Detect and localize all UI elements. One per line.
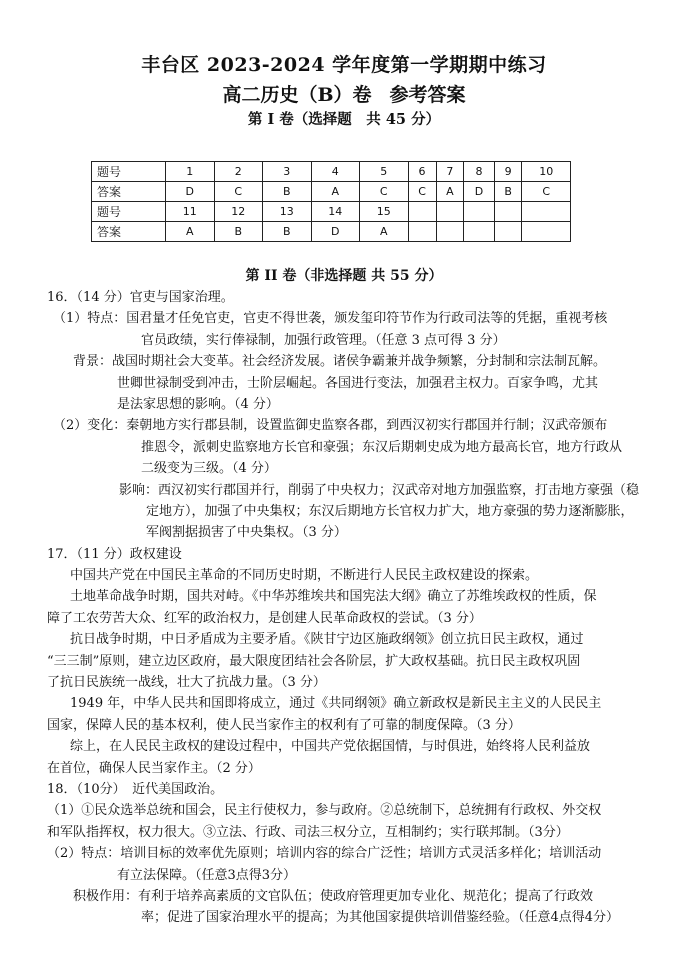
answer-cell: D [311, 222, 360, 242]
answer-cell: A [436, 182, 464, 202]
question-number: 8 [464, 162, 495, 182]
answer-cell: C [214, 182, 263, 202]
exam-title: 丰台区 2023-2024 学年度第一学期期中练习 [141, 54, 547, 76]
question-number: 10 [522, 162, 571, 182]
question-number: 13 [263, 202, 312, 222]
text-line: 有立法保障。（任意3点得3分） [117, 867, 297, 883]
question-number [436, 202, 464, 222]
text-line: 了抗日民族统一战线，壮大了抗战力量。（3 分） [47, 675, 326, 691]
section-2-heading: 第 II 卷（非选择题 共 55 分） [245, 268, 443, 284]
answer-cell [436, 222, 464, 242]
exam-subtitle [0, 80, 688, 107]
question-number: 6 [408, 162, 436, 182]
text-line: 和军队指挥权，权力很大。③立法、行政、司法三权分立，互相制约；实行联邦制。（3分） [47, 824, 569, 840]
text-line: 率；促进了国家治理水平的提高；为其他国家提供培训借鉴经验。（任意4点得4分） [141, 910, 620, 926]
answer-cell: B [263, 222, 312, 242]
text-line: 定地方），加强了中央集权；东汉后期地方长官权力扩大，地方豪强的势力逐渐膨胀， [146, 503, 634, 519]
answer-cell: A [311, 182, 360, 202]
question-number: 14 [311, 202, 360, 222]
answer-cell: D [464, 182, 495, 202]
table-row [92, 182, 571, 202]
question-number: 12 [214, 202, 263, 222]
text-line: “三三制”原则，建立边区政府，最大限度团结社会各阶层，扩大政权基础。抗日民主政权巩固 [47, 653, 581, 669]
answer-cell: A [166, 222, 215, 242]
question-17-heading: 17．（11 分）政权建设 [47, 546, 182, 562]
row-label: 题号 [92, 162, 166, 182]
text-line: 中国共产党在中国民主革命的不同历史时期，不断进行人民民主政权建设的探索。 [70, 568, 539, 584]
text-line: 积极作用：有利于培养高素质的文官队伍；使政府管理更加专业化、规范化；提高了行政效 [73, 888, 594, 904]
table-row [92, 162, 571, 182]
text-line: 推恩令，派刺史监察地方长官和豪强；东汉后期刺史成为地方最高长官，地方行政从 [141, 439, 623, 455]
subtitle-answers: 参考答案 [389, 84, 466, 106]
subtitle-paper: 高二历史（B）卷 [222, 84, 372, 106]
text-line: 1949 年，中华人民共和国即将成立，通过《共同纲领》确立新政权是新民主主义的人民民主 [70, 696, 602, 712]
text-line: 官员政绩，实行俸禄制，加强行政管理。（任意 3 点可得 3 分） [141, 332, 506, 348]
answer-cell: C [360, 182, 409, 202]
text-line: 背景：战国时期社会大变革。社会经济发展。诸侯争霸兼并战争频繁，分封制和宗法制瓦解。 [73, 354, 607, 370]
row-label: 题号 [92, 202, 166, 222]
answer-table [91, 161, 571, 242]
text-line: 是法家思想的影响。（4 分） [117, 396, 279, 412]
question-number [522, 202, 571, 222]
question-number: 4 [311, 162, 360, 182]
answer-cell [408, 222, 436, 242]
answer-cell [522, 222, 571, 242]
text-line: 二级变为三级。（4 分） [141, 461, 277, 477]
answer-cell: C [522, 182, 571, 202]
question-number: 3 [263, 162, 312, 182]
question-number [408, 202, 436, 222]
text-line: 障了工农劳苦大众、红军的政治权力，是创建人民革命政权的尝试。（3 分） [47, 610, 482, 626]
text-line: 军阀割据损害了中央集权。（3 分） [146, 525, 347, 541]
text-line: （1）①民众选举总统和国会，民主行使权力，参与政府。②总统制下，总统拥有行政权、外交权 [47, 803, 602, 819]
text-line: 土地革命战争时期，国共对峙。《中华苏维埃共和国宪法大纲》确立了苏维埃政权的性质，保 [70, 589, 597, 605]
text-line: （2）变化：秦朝地方实行郡县制，设置监御史监察各郡，到西汉初实行郡国并行制；汉武帝颁布 [53, 418, 608, 434]
text-line: 综上，在人民民主政权的建设过程中，中国共产党依据国情，与时俱进，始终将人民利益放 [70, 739, 591, 755]
text-line: 在首位，确保人民当家作主。（2 分） [47, 760, 261, 776]
section-1-heading: 第 I 卷（选择题 共 45 分） [247, 111, 441, 128]
text-line: 世卿世禄制受到冲击，士阶层崛起。各国进行变法，加强君主权力。百家争鸣，尤其 [117, 375, 599, 391]
question-number: 2 [214, 162, 263, 182]
question-16-heading: 16．（14 分）官吏与国家治理。 [47, 290, 234, 305]
answer-cell: B [214, 222, 263, 242]
answer-cell: A [360, 222, 409, 242]
answer-cell: B [263, 182, 312, 202]
text-line: （1）特点：国君量才任免官吏，官吏不得世袭，颁发玺印符节作为行政司法等的凭据，重视考核 [53, 311, 608, 327]
answer-cell: B [494, 182, 522, 202]
question-number [464, 202, 495, 222]
table-row [92, 222, 571, 242]
question-number: 9 [494, 162, 522, 182]
answer-cell: D [166, 182, 215, 202]
text-line: （2）特点：培训目标的效率优先原则；培训内容的综合广泛性；培训方式灵活多样化；培训活动 [47, 846, 602, 862]
text-line: 国家，保障人民的基本权利，使人民当家作主的权利有了可靠的制度保障。（3 分） [47, 717, 521, 733]
row-label: 答案 [92, 182, 166, 202]
question-number: 15 [360, 202, 409, 222]
table-row [92, 202, 571, 222]
question-number: 7 [436, 162, 464, 182]
text-line: 影响：西汉初实行郡国并行，削弱了中央权力；汉武帝对地方加强监察，打击地方豪强（稳 [119, 482, 640, 498]
answer-cell: C [408, 182, 436, 202]
question-number: 1 [166, 162, 215, 182]
text-line: 抗日战争时期，中日矛盾成为主要矛盾。《陕甘宁边区施政纲领》创立抗日民主政权，通过 [70, 632, 584, 648]
question-number [494, 202, 522, 222]
row-label: 答案 [92, 222, 166, 242]
question-number: 5 [360, 162, 409, 182]
question-18-heading: 18．（10分） 近代美国政治。 [47, 781, 224, 797]
answer-body [47, 287, 647, 929]
question-number: 11 [166, 202, 215, 222]
answer-cell [464, 222, 495, 242]
answer-cell [494, 222, 522, 242]
